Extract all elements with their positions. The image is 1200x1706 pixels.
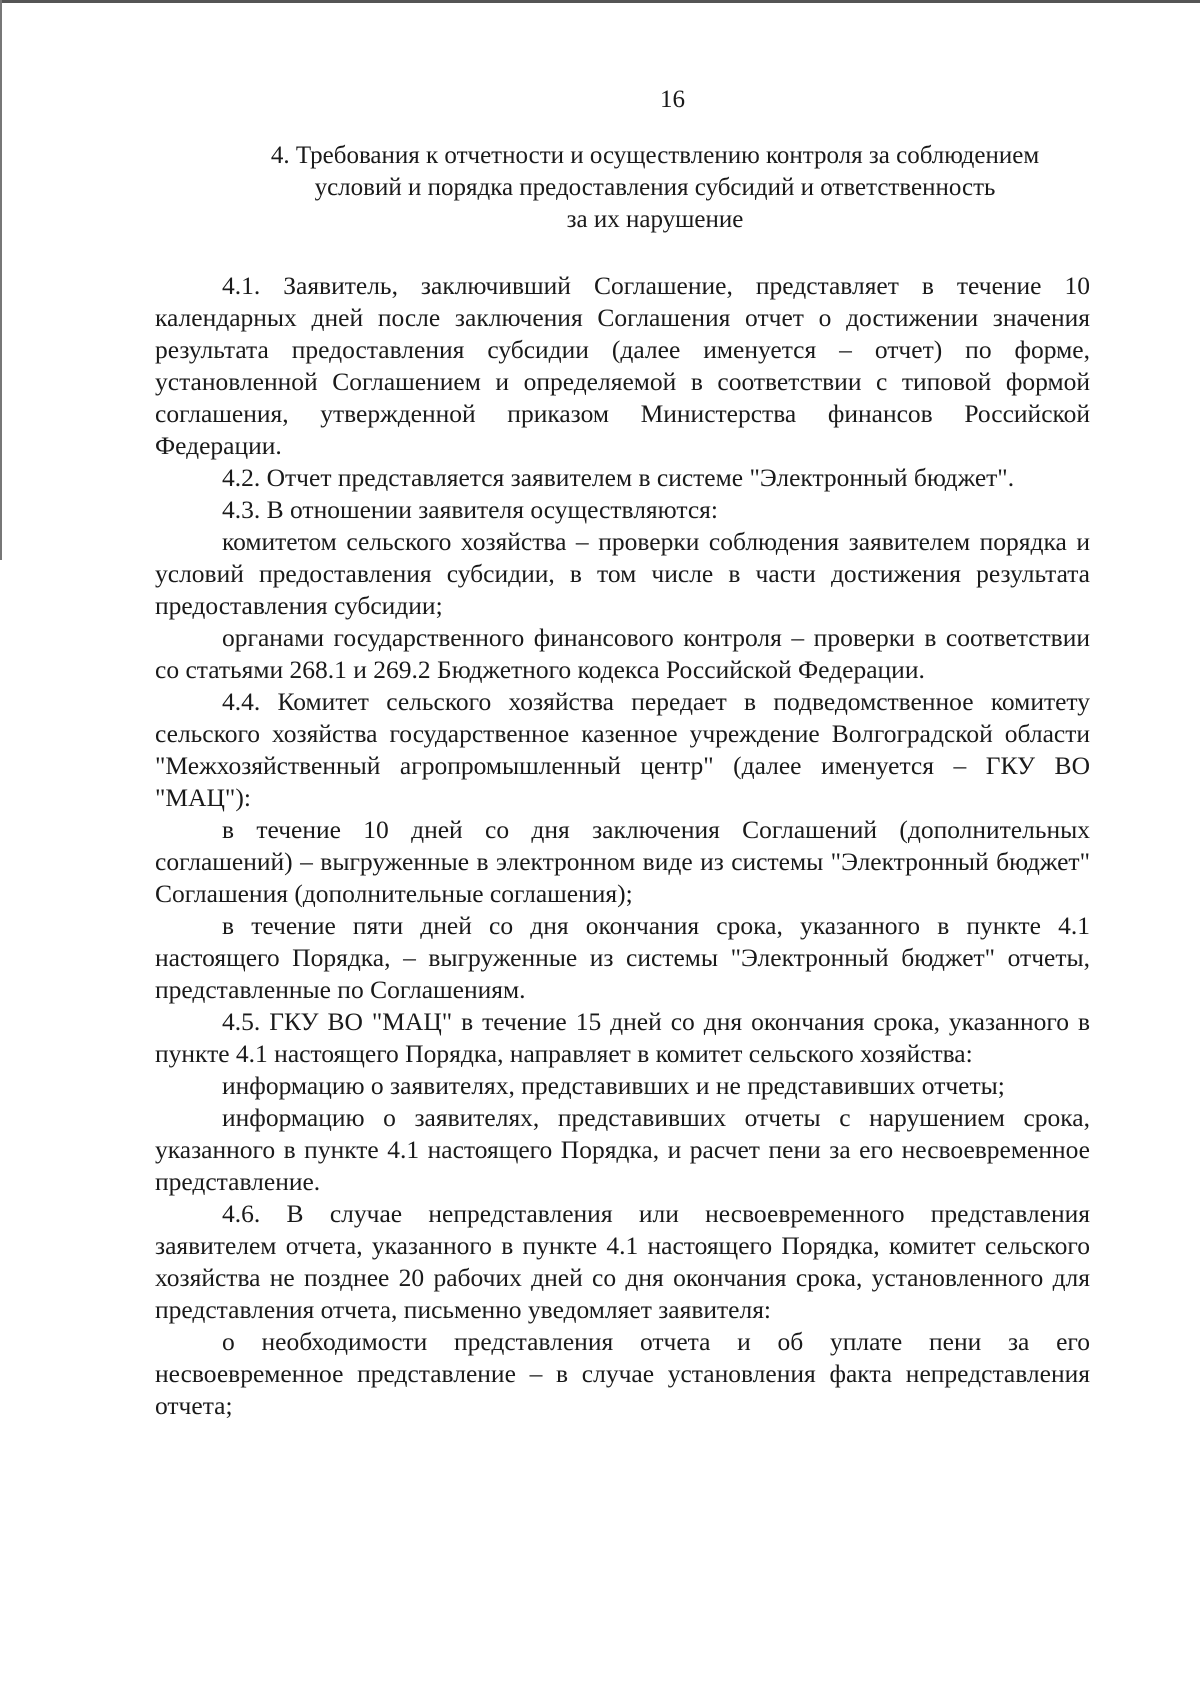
paragraph-4-3: 4.3. В отношении заявителя осуществляются: (222, 495, 718, 524)
section-title (155, 140, 1090, 236)
document-page (155, 86, 1090, 1422)
scan-edge-left (0, 0, 2, 560)
paragraph-4-2: 4.2. Отчет представляется заявителем в системе "Электронный бюджет". (222, 463, 1015, 492)
paragraph-4-3-committee-checks: комитетом сельского хозяйства – проверки соблюдения заявителем порядка и условий предоставления субсидии, в том числе в части достижения результата предоставления субсидии; (155, 527, 1090, 620)
paragraph-4-4-agreements: в течение 10 дней со дня заключения Соглашений (дополнительных соглашений) – выгруженные в электронном виде из системы "Электронный бюджет" Соглашения (дополнительные соглашения); (155, 815, 1090, 908)
paragraph-4-1: 4.1. Заявитель, заключивший Соглашение, представляет в течение 10 календарных дней после заключения Соглашения отчет о достижении значения результата предоставления субсидии (далее именуется – отчет) по форме, установленной Соглашением и определяемой в соответствии с типовой формой соглашения, утвержденной приказом Министерства финансов Российской Федерации. (155, 271, 1090, 460)
section-title-line-1: 4. Требования к отчетности и осуществлению контроля за соблюдением (270, 142, 1040, 169)
paragraph-4-3-financial-control: органами государственного финансового контроля – проверки в соответствии со статьями 268.1 и 269.2 Бюджетного кодекса Российской Федерации. (155, 623, 1090, 684)
section-title-line-2: условий и порядка предоставления субсидий и ответственность (314, 174, 996, 201)
paragraph-4-6-notice: о необходимости представления отчета и об уплате пени за его несвоевременное представление – в случае установления факта непредставления отчета; (155, 1327, 1090, 1420)
section-title-line-3: за их нарушение (566, 206, 744, 233)
paragraph-4-5-info-late: информацию о заявителях, представивших отчеты с нарушением срока, указанного в пункте 4.1 настоящего Порядка, и расчет пени за его несвоевременное представление. (155, 1103, 1090, 1196)
page-number: 16 (660, 86, 685, 113)
paragraph-4-5: 4.5. ГКУ ВО "МАЦ" в течение 15 дней со дня окончания срока, указанного в пункте 4.1 настоящего Порядка, направляет в комитет сельского хозяйства: (155, 1007, 1090, 1068)
scan-edge-top (0, 0, 1200, 3)
paragraph-4-6: 4.6. В случае непредставления или несвоевременного представления заявителем отчета, указанного в пункте 4.1 настоящего Порядка, комитет сельского хозяйства не позднее 20 рабочих дней со дня окончания срока, установленного для представления отчета, письменно уведомляет заявителя: (155, 1199, 1090, 1324)
paragraph-4-4-reports: в течение пяти дней со дня окончания срока, указанного в пункте 4.1 настоящего Порядка, – выгруженные из системы "Электронный бюджет" отчеты, представленные по Соглашениям. (155, 911, 1090, 1004)
paragraph-4-5-info-submitted: информацию о заявителях, представивших и не представивших отчеты; (222, 1071, 1005, 1100)
paragraph-4-4: 4.4. Комитет сельского хозяйства передает в подведомственное комитету сельского хозяйства государственное казенное учреждение Волгоградской области "Межхозяйственный агропромышленный центр" (далее именуется – ГКУ ВО "МАЦ"): (155, 687, 1090, 812)
